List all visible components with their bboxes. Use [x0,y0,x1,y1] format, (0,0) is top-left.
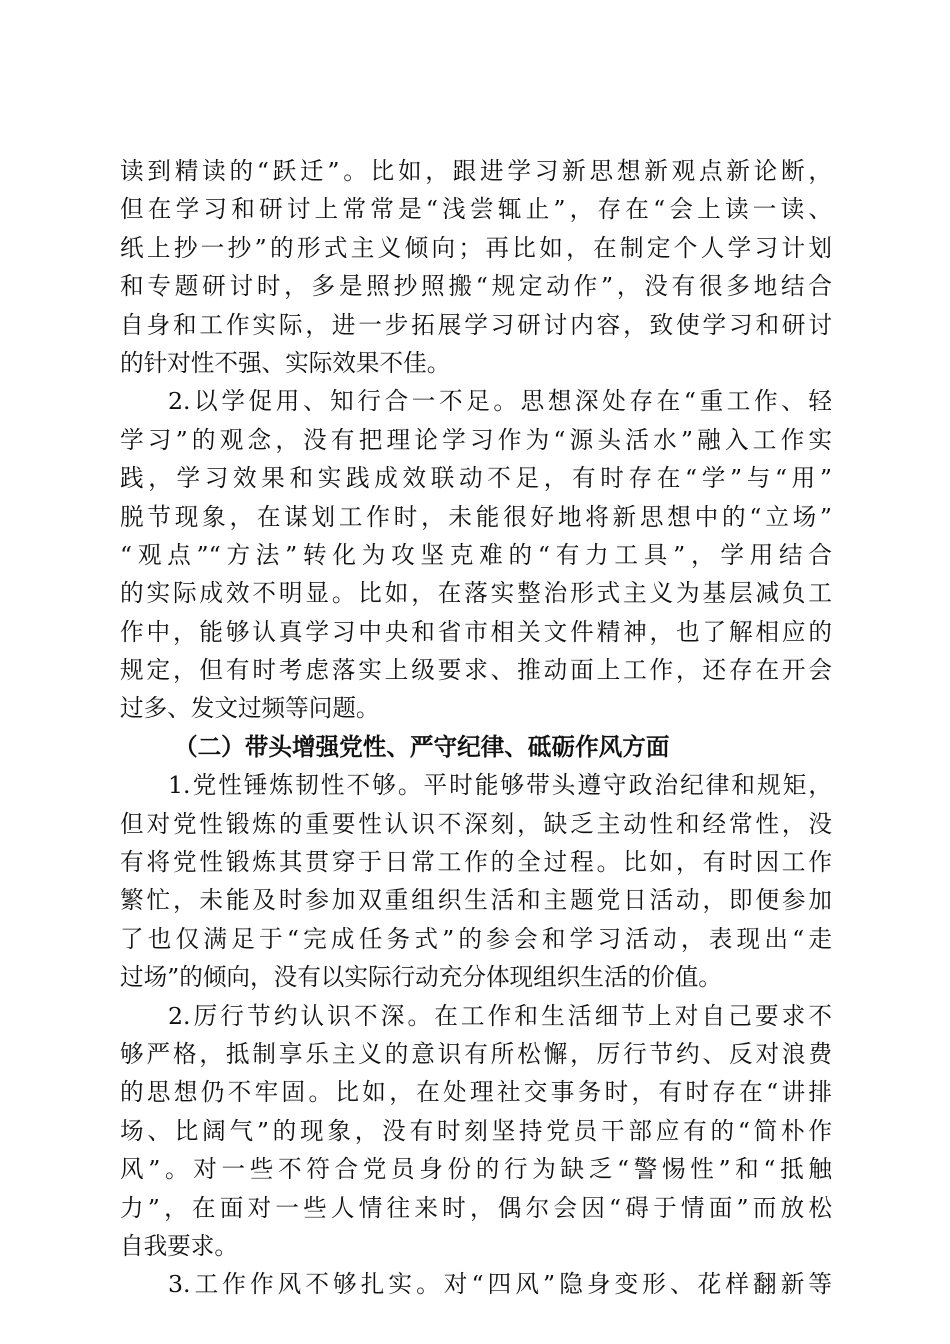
text-line: 践，学习效果和实践成效联动不足，有时存在“学”与“用” [120,464,832,493]
text-line: 纸上抄一抄”的形式主义倾向；再比如，在制定个人学习计划 [120,233,832,262]
text-line: 2.以学促用、知行合一不足。思想深处存在“重工作、轻 [168,387,832,416]
text-line: 的思想仍不牢固。比如，在处理社交事务时，有时存在“讲排 [120,1078,832,1107]
text-line: 力”，在面对一些人情往来时，偶尔会因“碍于情面”而放松 [120,1193,832,1222]
text-line: 的实际成效不明显。比如，在落实整治形式主义为基层减负工 [120,579,832,608]
text-line: 学习”的观念，没有把理论学习作为“源头活水”融入工作实 [120,425,832,454]
text-line: 但对党性锻炼的重要性认识不深刻，缺乏主动性和经常性，没 [120,809,832,838]
text-line: 自我要求。 [120,1231,238,1260]
text-line: 了也仅满足于“完成任务式”的参会和学习活动，表现出“走 [120,924,832,953]
text-line: 但在学习和研讨上常常是“浅尝辄止”，存在“会上读一读、 [120,195,832,224]
section-heading: （二）带头增强党性、严守纪律、砥砺作风方面 [174,732,670,761]
text-line: 脱节现象，在谋划工作时，未能很好地将新思想中的“立场” [120,502,832,531]
document-body [120,152,832,1304]
text-line: 3.工作作风不够扎实。对“四风”隐身变形、花样翻新等 [168,1270,832,1299]
text-line: 够严格，抵制享乐主义的意识有所松懈，厉行节约、反对浪费 [120,1039,832,1068]
text-line: 风”。对一些不符合党员身份的行为缺乏“警惕性”和“抵触 [120,1155,832,1184]
text-line: 1.党性锤炼韧性不够。平时能够带头遵守政治纪律和规矩， [168,771,832,800]
text-line: 2.厉行节约认识不深。在工作和生活细节上对自己要求不 [168,1001,832,1030]
text-line: 的针对性不强、实际效果不佳。 [120,348,451,377]
text-line: “观点”“方法”转化为攻坚克难的“有力工具”，学用结合 [120,540,832,569]
text-line: 和专题研讨时，多是照抄照搬“规定动作”，没有很多地结合 [120,272,832,301]
text-line: 规定，但有时考虑落实上级要求、推动面上工作，还存在开会 [120,656,832,685]
text-line: 作中，能够认真学习中央和省市相关文件精神，也了解相应的 [120,617,832,646]
text-line: 自身和工作实际，进一步拓展学习研讨内容，致使学习和研讨 [120,310,832,339]
text-line: 场、比阔气”的现象，没有时刻坚持党员干部应有的“简朴作 [120,1116,832,1145]
text-line: 有将党性锻炼其贯穿于日常工作的全过程。比如，有时因工作 [120,848,832,877]
text-line: 繁忙，未能及时参加双重组织生活和主题党日活动，即便参加 [120,886,832,915]
text-line: 过场”的倾向，没有以实际行动充分体现组织生活的价值。 [120,963,722,992]
text-line: 读到精读的“跃迁”。比如，跟进学习新思想新观点新论断， [120,157,832,185]
text-line: 过多、发文过频等问题。 [120,694,380,723]
